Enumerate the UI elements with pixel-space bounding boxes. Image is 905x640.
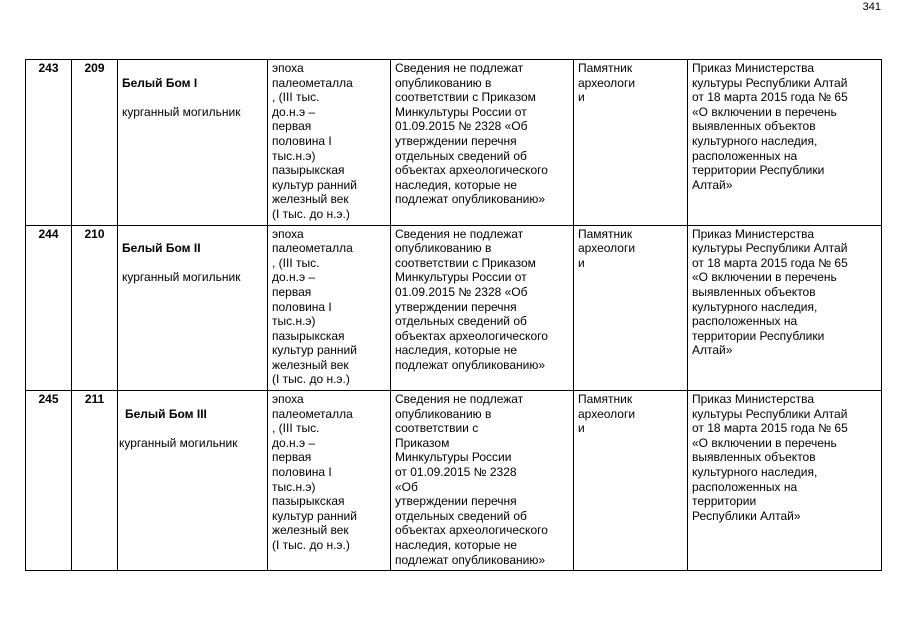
registry-number: 211 [72,391,118,571]
object-dating: эпоха палеометалла , (III тыс. до.н.э – первая половина I тыс.н.э) пазырыкская культур ранний железный век (I тыс. до н.э.) [268,391,391,571]
object-name-cell [118,391,268,571]
object-type: курганный могильник [119,435,238,450]
page-number: 341 [862,1,881,13]
object-location: Сведения не подлежат опубликованию в соответствии с Приказом Минкультуры России от 01.09.2015 № 2328 «Об утверждении перечня отдельных сведений об объектах археологического наследия, которые не подлежат опубликованию» [391,225,574,391]
object-name: Белый Бом II [122,241,201,256]
object-name-cell [118,225,268,391]
table-row [26,391,882,571]
table-row [26,60,882,226]
legal-document: Приказ Министерства культуры Республики Алтай от 18 марта 2015 года № 65 «О включении в перечень выявленных объектов культурного наследия, расположенных на территории Республики Алтай» [688,391,882,571]
legal-document: Приказ Министерства культуры Республики Алтай от 18 марта 2015 года № 65 «О включении в перечень выявленных объектов культурного наследия, расположенных на территории Республики Алтай» [688,225,882,391]
legal-document: Приказ Министерства культуры Республики Алтай от 18 марта 2015 года № 65 «О включении в перечень выявленных объектов культурного наследия, расположенных на территории Республики Алтай» [688,60,882,226]
registry-number: 209 [72,60,118,226]
object-name-cell [118,60,268,226]
object-category: Памятник археологи и [574,391,688,571]
object-dating: эпоха палеометалла , (III тыс. до.н.э – первая половина I тыс.н.э) пазырыкская культур ранний железный век (I тыс. до н.э.) [268,60,391,226]
registry-number: 210 [72,225,118,391]
object-category: Памятник археологи и [574,60,688,226]
object-location: Сведения не подлежат опубликованию в соответствии с Приказом Минкультуры России от 01.09.2015 № 2328 «Об утверждении перечня отдельных сведений об объектах археологического наследия, которые не подлежат опубликованию» [391,391,574,571]
object-name: Белый Бом III [125,406,207,421]
object-category: Памятник археологи и [574,225,688,391]
heritage-registry-table [25,59,882,571]
object-dating: эпоха палеометалла , (III тыс. до.н.э – первая половина I тыс.н.э) пазырыкская культур ранний железный век (I тыс. до н.э.) [268,225,391,391]
table-row [26,225,882,391]
row-number: 244 [26,225,72,391]
object-name: Белый Бом I [122,75,198,90]
object-location: Сведения не подлежат опубликованию в соответствии с Приказом Минкультуры России от 01.09.2015 № 2328 «Об утверждении перечня отдельных сведений об объектах археологического наследия, которые не подлежат опубликованию» [391,60,574,226]
row-number: 245 [26,391,72,571]
object-type: курганный могильник [122,270,241,285]
object-type: курганный могильник [122,104,241,119]
row-number: 243 [26,60,72,226]
